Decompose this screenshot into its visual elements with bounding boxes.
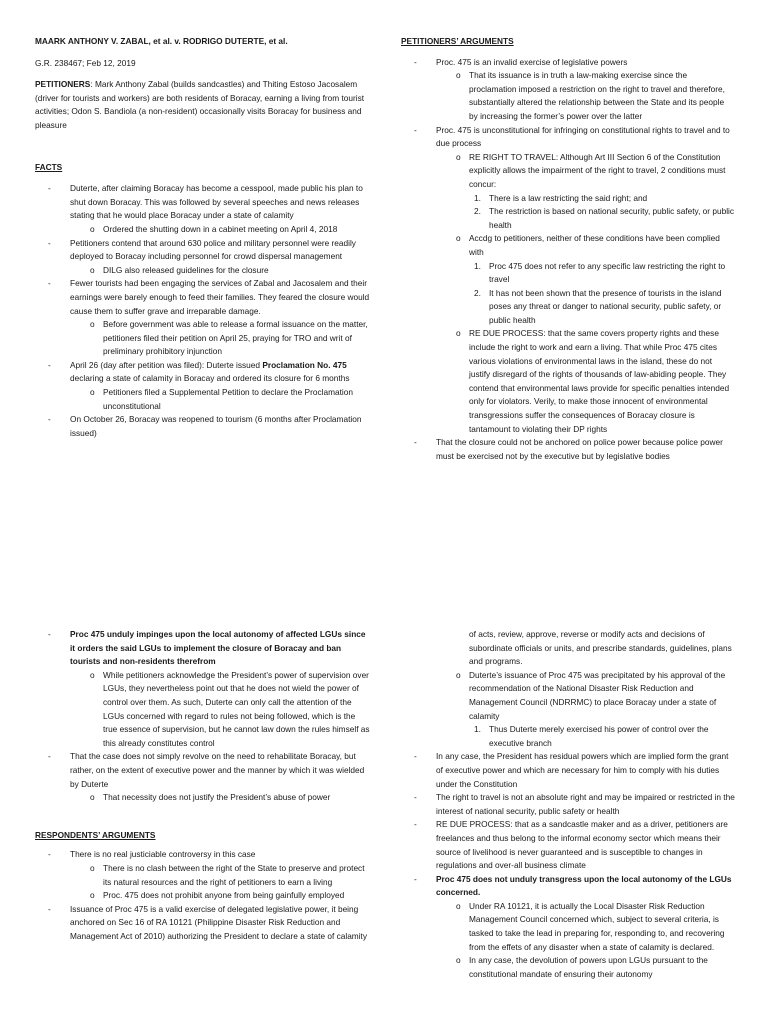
number-marker: 1.	[474, 260, 481, 271]
continued-paragraph: of acts, review, approve, reverse or modify acts and decisions of subordinate officials or units, and prescribe standards, guidelines, plans and programs.	[469, 629, 732, 667]
circle-bullet: o	[90, 890, 95, 901]
dash-bullet: -	[48, 237, 51, 248]
list-item: 2. It has not been shown that the presence of tourists in the island poses any threat or danger to national security, public safety, or public health	[474, 287, 722, 325]
circle-bullet: o	[456, 233, 461, 244]
circle-bullet: o	[90, 862, 95, 873]
list-item: - Issuance of Proc 475 is a valid exercise of delegated legislative power, it being anchored on Sec 16 of RA 10121 (Philippine Disaster Risk Reduction and Management Act of 2010) authorizing the President to declare a state of calamity	[48, 903, 368, 941]
list-item: - April 26 (day after petition was filed): Duterte issued Proclamation No. 475 declaring a state of calamity in Boracay and ordered its closure for 6 months	[48, 359, 350, 384]
petitioners-text: : Mark Anthony Zabal (builds sandcastles) and Thiting Estoso Jacosalem (driver for tourists and workers) are both residents of Boracay, earning a living from tourist activities; Odon S. Bandiola (a non-resident) occasionally visits Boracay for business and pleasure	[35, 79, 365, 130]
dash-bullet: -	[48, 359, 51, 370]
circle-bullet: o	[90, 264, 95, 275]
list-item: o Petitioners filed a Supplemental Petition to declare the Proclamation unconstitutional	[90, 387, 353, 411]
dash-bullet: -	[414, 751, 417, 762]
list-item: 1. Thus Duterte merely exercised his power of control over the executive branch	[474, 724, 709, 748]
list-item: - In any case, the President has residual powers which are implied form the grant of executive power and which are necessary for him to comply with his duties under the Constitution	[414, 751, 729, 789]
petitioners-arguments-heading: PETITIONERS’ ARGUMENTS	[401, 36, 514, 46]
list-item: - Duterte, after claiming Boracay has become a cesspool, made public his plan to shut down Boracay. This was followed by several speeches and news releases stating that he would place Boracay under a state of calamity	[48, 183, 363, 221]
number-marker: 1.	[474, 192, 481, 203]
upper-left-column	[35, 35, 370, 440]
list-item: - RE DUE PROCESS: that as a sandcastle maker and as a driver, petitioners are freelances and thus belong to the informal economy sector which means their source of livelihood is never guaranteed and is susceptible to changes in regulations and over-all business climate	[414, 819, 728, 871]
list-item: - Petitioners contend that around 630 police and military personnel were readily deployed to Boracay including personnel for crowd dispersal management	[48, 237, 356, 262]
list-item: o Duterte’s issuance of Proc 475 was precipitated by his approval of the recommendation of the National Disaster Risk Reduction and Management Council (NDRRMC) to place Boracay under a state of calamity	[456, 669, 726, 721]
list-item: o In any case, the devolution of powers upon LGUs pursuant to the constitutional mandate of ensuring their autonomy	[456, 955, 708, 979]
dash-bullet: -	[48, 414, 51, 425]
list-item: - Fewer tourists had been engaging the services of Zabal and Jacosalem and their earnings were barely enough to feed their families. They feared the closure would cause them to suffer grave and irreparable damage.	[48, 278, 370, 316]
circle-bullet: o	[456, 328, 461, 339]
list-item: o DILG also released guidelines for the closure	[70, 264, 370, 278]
circle-bullet: o	[456, 70, 461, 81]
list-item: o That its issuance is in truth a law-making exercise since the proclamation imposed a restriction on the right to travel and therefore, substantially altered the relationship between the State and its people by increasing the former’s power over the latter	[456, 70, 725, 121]
circle-bullet: o	[90, 319, 95, 330]
facts-heading: FACTS	[35, 161, 63, 172]
dash-bullet: -	[414, 56, 417, 67]
list-item: o Proc. 475 does not prohibit anyone from being gainfully employed	[70, 889, 370, 903]
circle-bullet: o	[456, 900, 461, 911]
circle-bullet: o	[456, 669, 461, 680]
list-item: - Proc. 475 is an invalid exercise of legislative powers	[401, 56, 735, 70]
circle-bullet: o	[456, 151, 461, 162]
dash-bullet: -	[48, 751, 51, 762]
dash-bullet: -	[48, 849, 51, 860]
list-item: o While petitioners acknowledge the President’s power of supervision over LGUs, they nevertheless point out that he does not wield the power of control over them. As such, Duterte can only call the attention of the LGUs concerned with regard to rules not being followed, which is the true essence of supervision, but he cannot law down the rules himself as this already constitutes control	[90, 669, 370, 748]
dash-bullet: -	[48, 903, 51, 914]
circle-bullet: o	[90, 792, 95, 803]
respondents-arguments-heading: RESPONDENTS’ ARGUMENTS	[35, 829, 156, 840]
list-item: 2. The restriction is based on national security, public safety, or public health	[474, 206, 735, 230]
list-item: - Proc. 475 is unconstitutional for infringing on constitutional rights to travel and to due process	[414, 124, 730, 149]
list-item: o Before government was able to release a formal issuance on the matter, petitioners filed their petition on April 25, praying for TRO and writ of preliminary prohibitory injunction	[90, 319, 368, 357]
number-marker: 1.	[474, 724, 481, 735]
dash-bullet: -	[414, 819, 417, 830]
upper-right-column	[401, 35, 735, 463]
circle-bullet: o	[90, 669, 95, 680]
list-item: o RE DUE PROCESS: that the same covers property rights and these include the right to work and earn a living. That while Proc 475 cites various violations of environmental laws in the island, these do not justify disregard of the rights of thousands of law-abiding people. They contend that environmental laws provide for specific penalties intended only for violators. Verily, to make those innocent of environmental transgressions suffer the consequences of Boracay closure is tantamount to violating their DP rights	[456, 328, 730, 434]
list-item: - The right to travel is not an absolute right and may be impaired or restricted in the interest of national security, public safety or health	[414, 792, 735, 816]
petitioners-paragraph	[35, 78, 370, 132]
case-number: G.R. 238467; Feb 12, 2019	[35, 57, 136, 68]
list-item: o Under RA 10121, it is actually the Local Disaster Risk Reduction Management Council concerned which, subject to several criteria, is tasked to take the lead in preparing for, responding to, and recovering from the effets of any disaster when a state of calamity is declared.	[456, 900, 725, 952]
list-item: o Ordered the shutting down in a cabinet meeting on April 4, 2018	[70, 223, 370, 237]
list-item: 1. There is a law restricting the said right; and	[469, 192, 735, 206]
circle-bullet: o	[90, 387, 95, 398]
dash-bullet: -	[414, 873, 417, 884]
circle-bullet: o	[90, 223, 95, 234]
list-item: o That necessity does not justify the President’s abuse of power	[70, 791, 370, 805]
list-item: - That the case does not simply revolve on the need to rehabilitate Boracay, but rather, on the extent of executive power and the manner by which it was wielded by Duterte	[48, 751, 365, 789]
list-item: o Accdg to petitioners, neither of these conditions have been complied with	[456, 233, 720, 257]
list-item: - Proc 475 does not unduly transgress upon the local autonomy of the LGUs concerned.	[414, 873, 732, 898]
list-item: - Proc 475 unduly impinges upon the local autonomy of affected LGUs since it orders the said LGUs to implement the closure of Boracay and ban tourists and non-residents therefrom	[48, 629, 366, 667]
dash-bullet: -	[414, 437, 417, 448]
dash-bullet: -	[414, 124, 417, 135]
dash-bullet: -	[48, 629, 51, 639]
list-item: - On October 26, Boracay was reopened to tourism (6 months after Proclamation issued)	[48, 414, 362, 438]
lower-right-column	[401, 628, 735, 981]
case-title: MAARK ANTHONY V. ZABAL, et al. v. RODRIGO DUTERTE, et al.	[35, 36, 288, 46]
list-item: - There is no real justiciable controversy in this case	[35, 848, 370, 862]
number-marker: 2.	[474, 206, 481, 217]
dash-bullet: -	[48, 278, 51, 289]
circle-bullet: o	[456, 955, 461, 966]
list-item: o RE RIGHT TO TRAVEL: Although Art III Section 6 of the Constitution explicitly allows the impairment of the right to travel, 2 conditions must concur:	[456, 151, 726, 189]
number-marker: 2.	[474, 287, 481, 298]
list-item: 1. Proc 475 does not refer to any specific law restricting the right to travel	[474, 260, 726, 285]
lower-left-column	[35, 628, 370, 943]
list-item: o There is no clash between the right of the State to preserve and protect its natural resources and the right of petitioners to earn a living	[90, 862, 365, 887]
dash-bullet: -	[48, 183, 51, 194]
list-item: - That the closure could not be anchored on police power because police power must be exercised not by the executive but by legislative bodies	[414, 437, 723, 461]
dash-bullet: -	[414, 792, 417, 803]
petitioners-label: PETITIONERS	[35, 79, 91, 90]
